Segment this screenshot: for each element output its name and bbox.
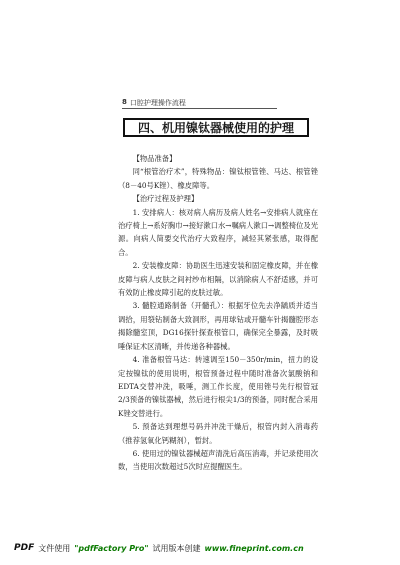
step-6: 6. 使用过的镍钛器械超声清洗后高压消毒，并记录使用次数，当使用次数超过5次时应提醒医生。 [118,448,318,472]
footer-text-1: 文件使用 [38,543,71,553]
step-4: 4. 准备根管马达：转速调至150－350r/min，扭力的设定按镍钛的使用说明，根管预备过程中随时准备次氯酸钠和EDTA交替冲洗，吸唾，测工作长度，使用锉号先行根管冠2/3预备的镍钛器械，然后进行根尖1/3的预备，同时配合采用K锉交替进行。 [118,355,318,418]
pdf-prefix: PDF [14,543,35,553]
step-3: 3. 髓腔通路制备（开髓孔）：根据牙位先去净龋质并适当调拾，用裂钻制备大致洞形，再用球钻或开髓车针揭髓腔形态揭除髓室顶，DG16探针探查根管口，确保完全暴露，及时吸唾保证术区清晰，并传递各种器械。 [118,301,318,351]
book-title: 口腔护理操作流程 [129,99,186,107]
materials-label: 【物品准备】 [132,154,177,163]
step-2: 2. 安装橡皮障：协助医生迅速安装和固定橡皮障，并在橡皮障与病人皮肤之间衬纱布相隔，以消除病人不舒适感，并可有效防止橡皮障引起的皮肤过敏。 [118,261,318,298]
header-rule [122,108,277,109]
materials-text: 同“根管治疗术”，特殊物品：镍钛根管锉、马达、根管锉（8－40号K锉）、橡皮障等。 [118,167,318,190]
page-number: 8 [122,98,127,106]
section-title: 四、机用镍钛器械使用的护理 [123,118,309,137]
watermark-footer [14,541,386,555]
footer-text-2: 试用版本创建 [152,543,201,553]
footer-url-link[interactable]: www.fineprint.com.cn [204,543,304,553]
running-head [122,98,186,108]
procedure-label: 【治疗过程及护理】 [132,194,199,204]
footer-brand: "pdfFactory Pro" [74,543,149,553]
body-text [118,152,318,474]
step-1: 1. 安排病人：核对病人病历及病人姓名→安排病人就座在治疗椅上→系好胸巾→接好漱口水→嘱病人漱口→调整椅位及光源。向病人简要交代治疗大致程序，减轻其紧张感，取得配合。 [118,207,318,257]
step-5: 5. 预备达到理想号码并冲洗干燥后，根管内封入消毒药（推荐氢氧化钙糊剂），暂封。 [118,422,318,445]
